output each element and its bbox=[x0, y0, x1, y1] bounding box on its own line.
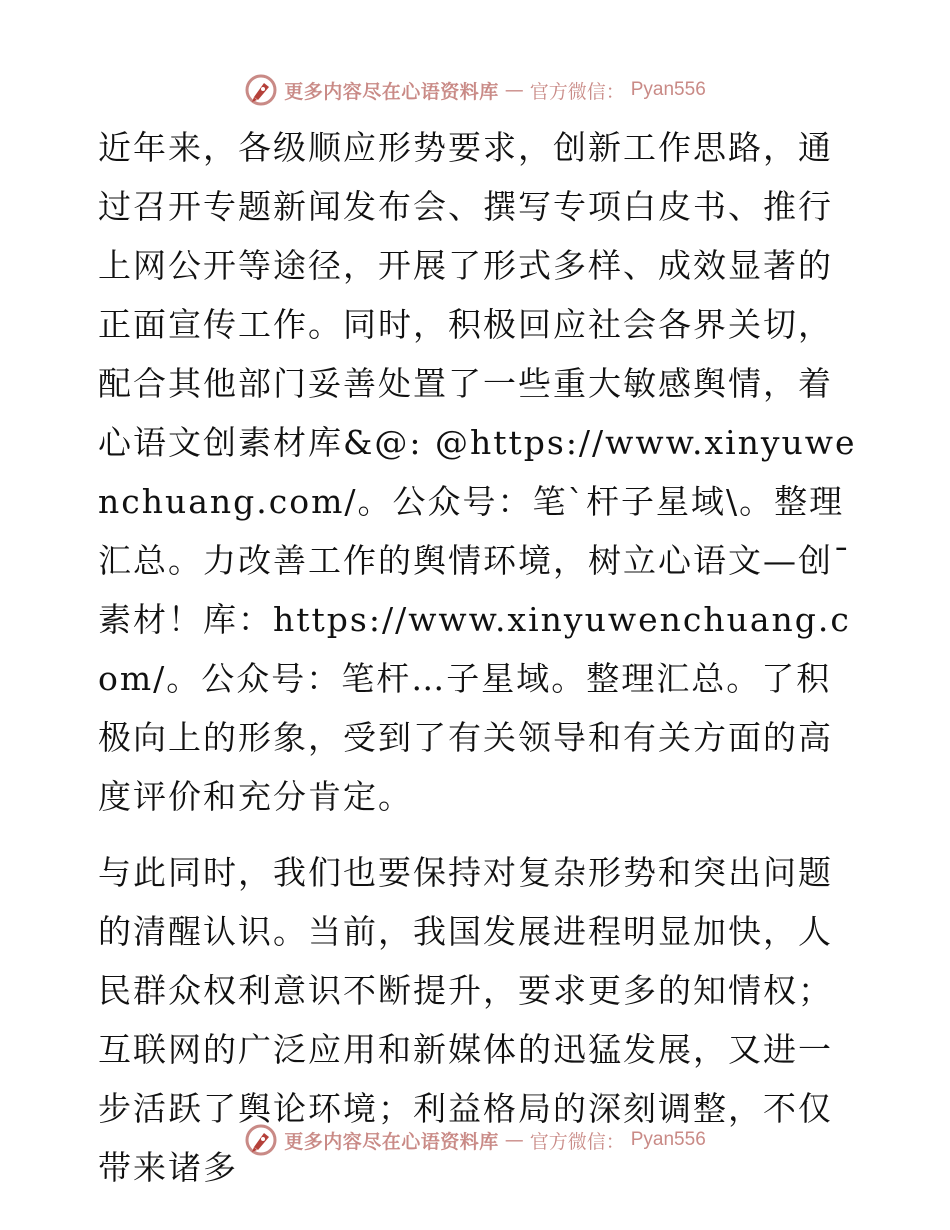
banner-text: 更多内容尽在心语资料库 bbox=[284, 80, 499, 103]
wechat-label: 官方微信： bbox=[529, 80, 625, 103]
pen-nib-logo-icon bbox=[244, 1123, 278, 1157]
pen-nib-logo-icon bbox=[244, 73, 278, 107]
wechat-id: Pyan556 bbox=[630, 79, 706, 100]
wechat-label: 官方微信： bbox=[529, 1130, 625, 1153]
banner-separator: — bbox=[504, 1129, 524, 1151]
body-paragraph-2: 与此同时，我们也要保持对复杂形势和突出问题的清醒认识。当前，我国发展进程明显加快，人民群众权利意识不断提升，要求更多的知情权；互联网的广泛应用和新媒体的迅猛发展，又进一步活跃了舆论环境；利益格局的深刻调整，不仅带来诸多 bbox=[98, 853, 833, 1187]
document-body bbox=[98, 118, 858, 1197]
header-banner bbox=[0, 70, 950, 110]
body-paragraph-1: 近年来，各级顺应形势要求，创新工作思路，通过召开专题新闻发布会、撰写专项白皮书、推行上网公开等途径，开展了形式多样、成效显著的正面宣传工作。同时，积极回应社会各界关切，配合其他部门妥善处置了一些重大敏感舆情，着心语文创素材库&@: @https://www.xinyuwenchuang.com/。公众号：笔`杆子星域\。整理汇总。力改善工作的舆情环境，树立心语文—创¯素材！库：https://www.xinyuwenchuang.com/。公众号：笔杆…子星域。整理汇总。了积极向上的形象，受到了有关领导和有关方面的高度评价和充分肯定。 bbox=[98, 128, 857, 816]
wechat-id: Pyan556 bbox=[630, 1129, 706, 1150]
banner-separator: — bbox=[504, 79, 524, 101]
banner-text: 更多内容尽在心语资料库 bbox=[284, 1130, 499, 1153]
footer-banner bbox=[0, 1120, 950, 1160]
